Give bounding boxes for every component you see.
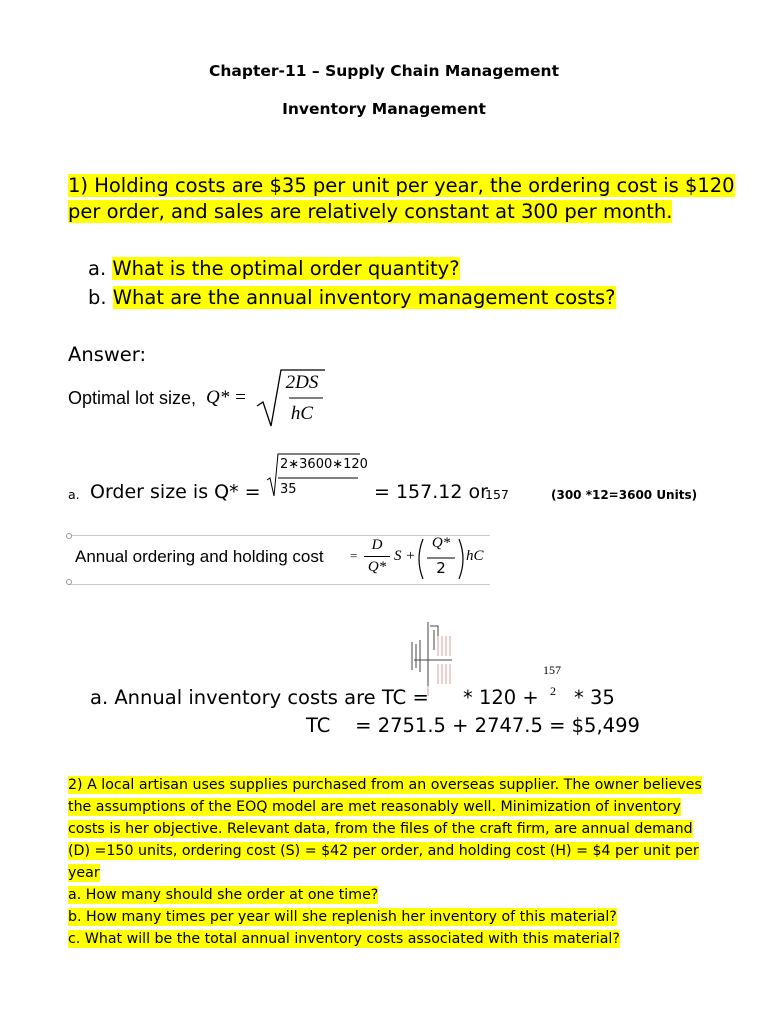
- cost-q-den: 2: [436, 559, 446, 577]
- eoq-label: Optimal lot size,: [68, 388, 197, 408]
- order-size-rounded: 157: [485, 487, 509, 502]
- chapter-title: Chapter-11 – Supply Chain Management: [209, 62, 559, 80]
- frame-handle-bottom: [66, 579, 72, 585]
- q1-part-b-marker: b.: [88, 286, 107, 309]
- answer-label: Answer:: [68, 343, 147, 366]
- order-size-text: Order size is Q* =: [90, 481, 261, 503]
- q1-line1: [68, 173, 735, 199]
- q1-part-b: [88, 285, 616, 311]
- q2-intro: 2) A local artisan uses supplies purchased from an overseas supplier. The owner believes the assumptions of the EOQ model are met reasonably well. Minimization of inventory costs is her objective. Relevant data, from the files of the craft firm, are annual demand (D) =150 units, ordering cost (S) = $42 per order, and holding cost (H) = $4 per unit per year: [68, 777, 702, 881]
- order-size-marker: a.: [68, 487, 80, 502]
- q2-part-b: b. How many times per year will she replenish her inventory of this material?: [68, 909, 617, 925]
- cost-d-bar: [364, 556, 390, 557]
- eoq-numerator: 2DS: [285, 372, 319, 393]
- order-size-result: = 157.12 or: [374, 481, 488, 503]
- tc-line1-suffix: * 35: [574, 686, 615, 709]
- order-size-radicand-den: 35: [280, 482, 297, 497]
- q1-part-a-text: What is the optimal order quantity?: [112, 257, 460, 280]
- q1-part-a: [88, 256, 460, 282]
- q2-block: [68, 774, 704, 950]
- q2-part-a: a. How many should she order at one time?: [68, 887, 379, 903]
- tc-frac-den: 2: [550, 684, 556, 698]
- cost-q-num: Q*: [431, 535, 451, 551]
- tc-line1-prefix: a. Annual inventory costs are TC =: [90, 686, 429, 709]
- tc-line2: TC = 2751.5 + 2747.5 = $5,499: [306, 714, 640, 737]
- order-size-radicand-num: 2∗3600∗120: [280, 457, 368, 472]
- q1-part-b-text: What are the annual inventory management costs?: [112, 286, 616, 309]
- q1-line1-text: 1) Holding costs are $35 per unit per year, the ordering cost is $120: [68, 174, 735, 197]
- frame-handle-top: [66, 533, 72, 539]
- q2-part-c: c. What will be the total annual inventory costs associated with this material?: [68, 931, 620, 947]
- q1-line2: [68, 199, 672, 225]
- eoq-denominator: hC: [290, 403, 314, 424]
- cost-formula-label: Annual ordering and holding cost: [75, 547, 324, 566]
- cost-hc: hC: [466, 548, 484, 564]
- cost-d-den: Q*: [367, 559, 387, 575]
- tc-line1-mid: * 120 +: [463, 686, 539, 709]
- eoq-lhs: Q* =: [206, 387, 247, 408]
- cost-formula-eq: =: [350, 548, 358, 563]
- tc-frac-num: 157: [543, 663, 561, 677]
- cost-d-num: D: [371, 537, 383, 553]
- order-size-note: (300 *12=3600 Units): [551, 488, 698, 502]
- section-title: Inventory Management: [282, 100, 486, 118]
- q1-part-a-marker: a.: [88, 257, 107, 280]
- q1-line2-text: per order, and sales are relatively constant at 300 per month.: [68, 200, 673, 223]
- cost-s-term: S +: [394, 548, 416, 564]
